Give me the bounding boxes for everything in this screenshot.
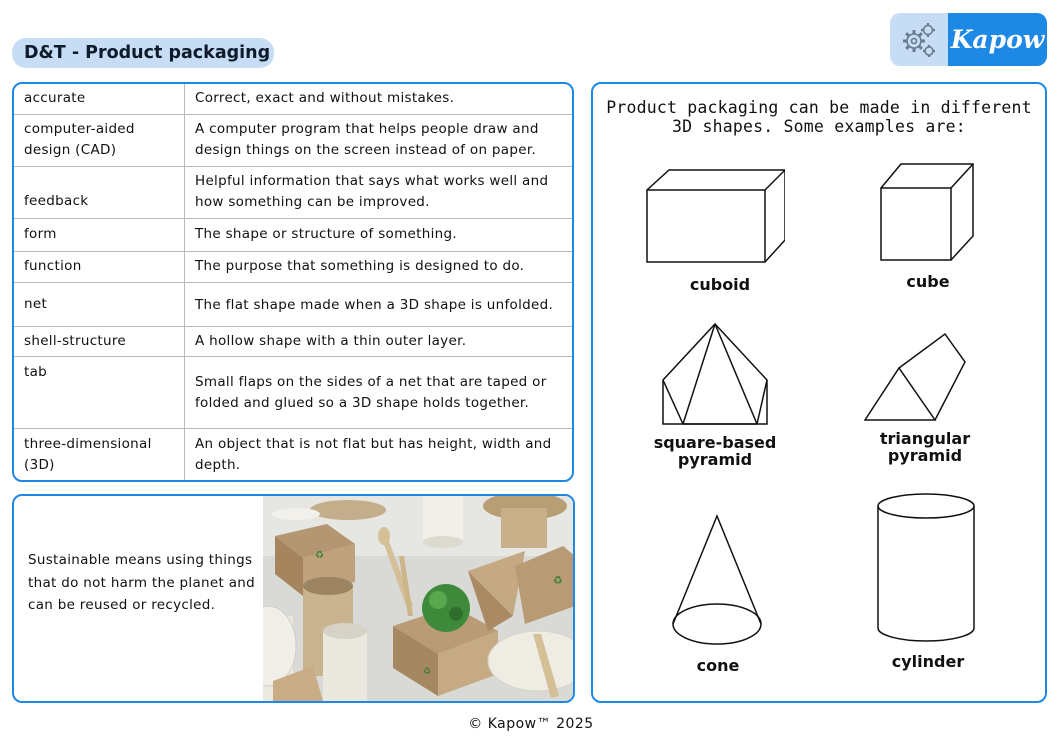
- shape-label: cone: [696, 656, 740, 675]
- glossary-term: form: [14, 218, 185, 251]
- shapes-intro: Product packaging can be made in different 3D shapes. Some examples are:: [606, 98, 1032, 136]
- glossary-term: function: [14, 251, 185, 282]
- triangular-pyramid-icon: [863, 332, 967, 424]
- svg-text:♻: ♻: [315, 550, 324, 561]
- svg-text:♻: ♻: [553, 574, 563, 587]
- glossary-definition: A hollow shape with a thin outer layer.: [185, 327, 573, 357]
- brand-name: Kapow: [950, 25, 1045, 54]
- cube-icon: [879, 162, 975, 262]
- cone-icon: [669, 512, 765, 648]
- glossary-term: tab: [14, 357, 185, 429]
- glossary-definition: The shape or structure of something.: [185, 218, 573, 251]
- cuboid-icon: [645, 168, 785, 264]
- glossary-definition: Helpful information that says what works well and how something can be improved.: [185, 166, 573, 218]
- glossary-term: feedback: [14, 166, 185, 218]
- glossary-definition: Small flaps on the sides of a net that are taped or folded and glued so a 3D shape holds together.: [185, 357, 573, 429]
- cylinder-icon: [875, 490, 977, 644]
- glossary-row: [14, 251, 572, 282]
- eco-packaging-photo: [263, 496, 575, 701]
- shape-label: cube: [906, 272, 950, 291]
- shape-label: cylinder: [891, 652, 965, 671]
- glossary-definition: The flat shape made when a 3D shape is unfolded.: [185, 282, 573, 326]
- glossary-term: three-dimensional (3D): [14, 429, 185, 480]
- sustainability-text: Sustainable means using things that do not harm the planet and can be reused or recycled.: [28, 552, 255, 613]
- glossary-row: [14, 114, 572, 166]
- glossary-term: computer-aided design (CAD): [14, 114, 185, 166]
- shape-label: cuboid: [689, 275, 751, 294]
- square-pyramid-icon: [661, 322, 769, 428]
- glossary-row: [14, 218, 572, 251]
- glossary-row: [14, 84, 572, 114]
- glossary-definition: Correct, exact and without mistakes.: [185, 84, 573, 114]
- glossary-row: [14, 282, 572, 326]
- glossary-table: [12, 82, 574, 482]
- page-title-text: D&T - Product packaging: [24, 43, 271, 63]
- kapow-logo: [890, 13, 1047, 66]
- svg-text:♻: ♻: [423, 667, 432, 677]
- footer-copyright: © Kapow™ 2025: [468, 716, 594, 732]
- glossary-term: shell-structure: [14, 327, 185, 357]
- glossary-row: [14, 429, 572, 480]
- glossary-definition: An object that is not flat but has height, width and depth.: [195, 435, 552, 473]
- shapes-panel: [591, 82, 1047, 703]
- glossary-row: [14, 357, 572, 429]
- glossary-term: accurate: [14, 84, 185, 114]
- gears-icon: [890, 13, 950, 66]
- kapow-brand: [948, 13, 1047, 66]
- glossary-row: [14, 327, 572, 357]
- glossary-row: [14, 166, 572, 218]
- glossary-definition: The purpose that something is designed to do.: [185, 251, 573, 282]
- glossary-definition: A computer program that helps people draw and design things on the screen instead of on paper.: [185, 114, 573, 166]
- glossary-term: net: [14, 282, 185, 326]
- shape-label: triangular pyramid: [879, 429, 971, 465]
- sustainability-panel: [12, 494, 575, 703]
- page-title: [12, 38, 274, 68]
- shape-label: square-based pyramid: [653, 433, 777, 469]
